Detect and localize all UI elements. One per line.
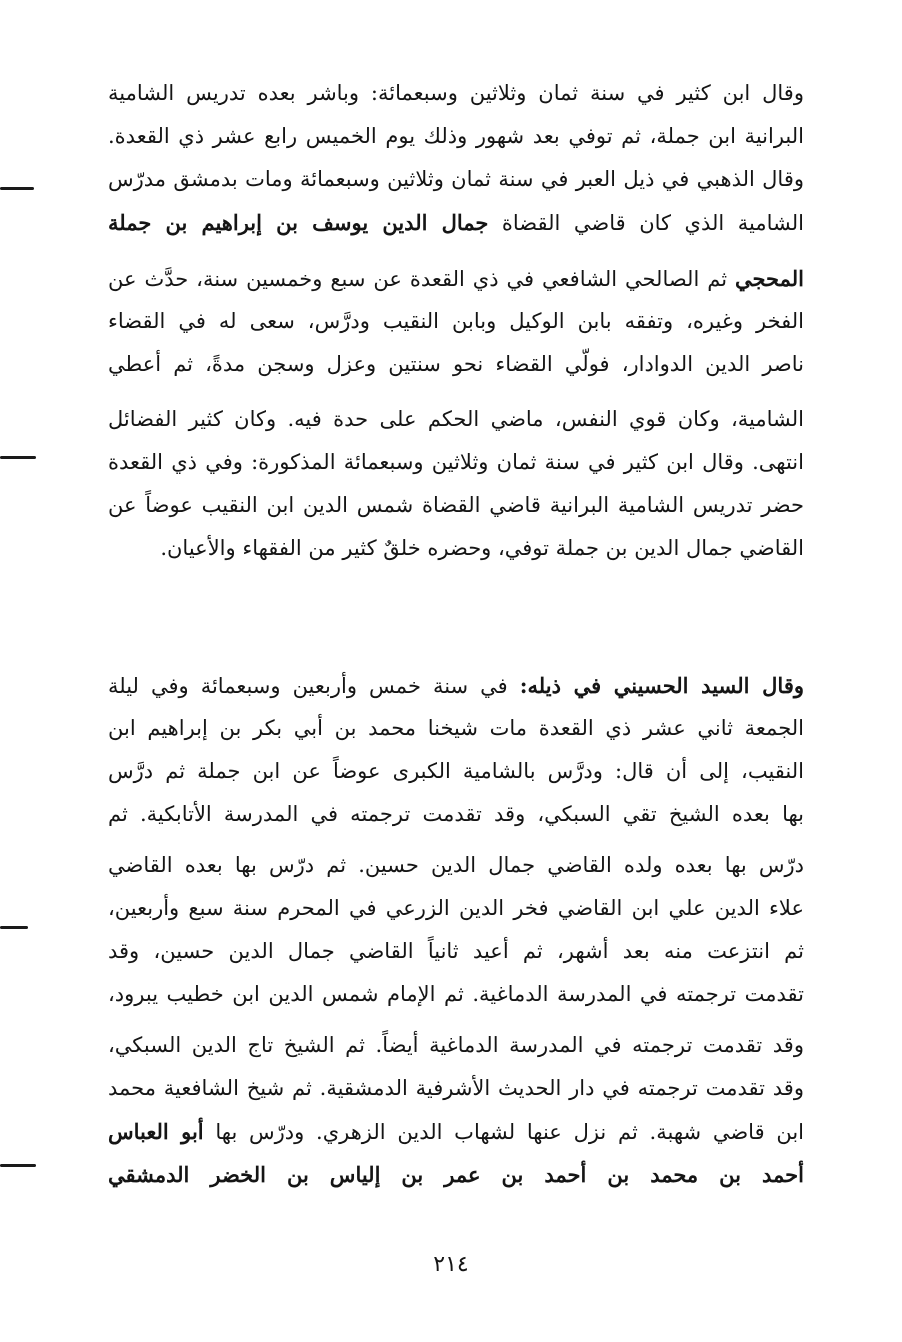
text-segment: ثم الصالحي الشافعي في ذي القعدة عن سبع وخمسين سنة، حدَّث عن (108, 267, 735, 291)
margin-mark (0, 1164, 36, 1167)
text-segment: وقال ابن كثير في سنة ثمان وثلاثين وسبعمائة: وباشر بعده تدريس الشامية (108, 81, 804, 105)
text-segment: البرانية ابن جملة، ثم توفي بعد شهور وذلك يوم الخميس رابع عشر ذي القعدة. (108, 124, 804, 148)
text-line (108, 793, 804, 836)
bold-name-segment: أبو العباس (108, 1119, 204, 1144)
bold-name-segment: وقال السيد الحسيني في ذيله: (519, 673, 804, 698)
text-line (108, 257, 804, 300)
text-line (108, 1024, 804, 1067)
text-line (108, 300, 804, 343)
text-line (108, 750, 804, 793)
margin-mark (0, 187, 34, 190)
text-segment: انتهى. وقال ابن كثير في سنة ثمان وثلاثين وسبعمائة المذكورة: وفي ذي القعدة (108, 450, 804, 474)
text-line (108, 158, 804, 201)
margin-mark (0, 456, 36, 459)
text-segment: تقدمت ترجمته في المدرسة الدماغية. ثم الإمام شمس الدين ابن خطيب يبرود، (108, 982, 804, 1006)
text-line (108, 527, 804, 570)
text-segment: وقال الذهبي في ذيل العبر في سنة ثمان وثلاثين وسبعمائة ومات بدمشق مدرّس (108, 167, 804, 191)
margin-mark (0, 926, 28, 929)
text-line (108, 343, 804, 386)
text-line (108, 887, 804, 930)
text-segment: ثم انتزعت منه بعد أشهر، ثم أعيد ثانياً القاضي جمال الدين حسين، وقد (108, 939, 804, 963)
text-segment: ناصر الدين الدوادار، فولّي القضاء نحو سنتين وعزل وسجن مدةً، ثم أعطي (108, 352, 804, 376)
text-segment: في سنة خمس وأربعين وسبعمائة وفي ليلة (108, 674, 520, 698)
text-line (108, 72, 804, 115)
text-line (108, 930, 804, 973)
text-segment: القاضي جمال الدين بن جملة توفي، وحضره خلقٌ كثير من الفقهاء والأعيان. (160, 536, 804, 560)
text-segment: ابن قاضي شهبة. ثم نزل عنها لشهاب الدين الزهري. ودرّس بها (203, 1120, 804, 1144)
text-segment: درّس بها بعده ولده القاضي جمال الدين حسين. ثم درّس بها بعده القاضي (108, 853, 804, 877)
text-line (108, 1153, 804, 1196)
text-line (108, 1067, 804, 1110)
text-line (108, 441, 804, 484)
text-line (108, 398, 804, 441)
text-line (108, 707, 804, 750)
text-line (108, 201, 804, 244)
text-segment: الشامية الذي كان قاضي القضاة (488, 211, 804, 235)
text-segment: وقد تقدمت ترجمته في دار الحديث الأشرفية الدمشقية. ثم شيخ الشافعية محمد (108, 1076, 804, 1100)
text-segment: الفخر وغيره، وتفقه بابن الوكيل وبابن النقيب ودرَّس، سعى له في القضاء (108, 309, 804, 333)
text-line (108, 844, 804, 887)
text-segment: وقد تقدمت ترجمته في المدرسة الدماغية أيضاً. ثم الشيخ تاج الدين السبكي، (108, 1033, 804, 1057)
bold-name-segment: أحمد بن محمد بن أحمد بن عمر بن إلياس بن الخضر الدمشقي (108, 1162, 804, 1187)
page-number: ٢١٤ (433, 1252, 469, 1277)
text-line (108, 115, 804, 158)
text-line (108, 1110, 804, 1153)
paragraph-2 (108, 664, 804, 1196)
bold-name-segment: المحجي (735, 266, 804, 291)
text-segment: الشامية، وكان قوي النفس، ماضي الحكم على حدة فيه. وكان كثير الفضائل (108, 407, 804, 431)
text-segment: حضر تدريس الشامية البرانية قاضي القضاة شمس الدين ابن النقيب عوضاً عن (108, 493, 804, 517)
text-segment: علاء الدين علي ابن القاضي فخر الدين الزرعي في المحرم سنة سبع وأربعين، (108, 896, 804, 920)
bold-name-segment: جمال الدين يوسف بن إبراهيم بن جملة (108, 210, 489, 235)
text-line (108, 973, 804, 1016)
text-segment: بها بعده الشيخ تقي السبكي، وقد تقدمت ترجمته في المدرسة الأتابكية. ثم (108, 802, 804, 826)
paragraph-1 (108, 72, 804, 570)
text-segment: النقيب، إلى أن قال: ودرَّس بالشامية الكبرى عوضاً عن ابن جملة ثم درَّس (108, 759, 804, 783)
text-segment: الجمعة ثاني عشر ذي القعدة مات شيخنا محمد بن أبي بكر بن إبراهيم ابن (108, 716, 804, 740)
text-line (108, 664, 804, 707)
text-line (108, 484, 804, 527)
